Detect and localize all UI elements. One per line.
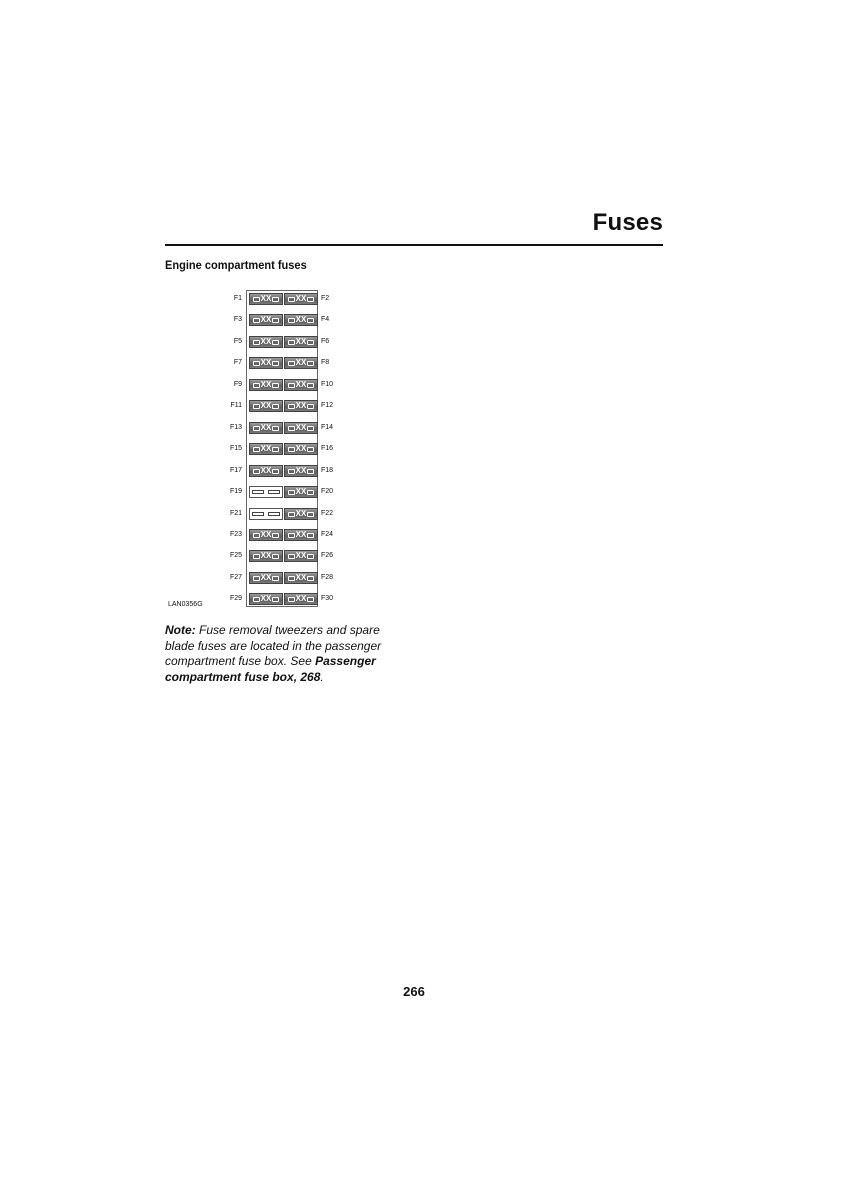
fuse-terminal-icon	[288, 318, 295, 323]
fuse-rating: XX	[260, 401, 272, 410]
slot-contact-icon	[268, 490, 280, 494]
fuse-terminal-icon	[307, 533, 314, 538]
fuse-rating: XX	[260, 466, 272, 475]
fuse	[284, 314, 318, 326]
fuse-terminal-icon	[253, 426, 260, 431]
fuse-terminal-icon	[288, 404, 295, 409]
fuse-terminal-icon	[272, 469, 279, 474]
fuse-label: F10	[321, 381, 334, 388]
fuse	[249, 357, 283, 369]
fuse-terminal-icon	[272, 297, 279, 302]
fuse-terminal-icon	[307, 490, 314, 495]
fuse-terminal-icon	[307, 447, 314, 452]
fuse-label: F8	[321, 359, 330, 366]
fuse-terminal-icon	[272, 340, 279, 345]
fuse-rating: XX	[260, 315, 272, 324]
fuse	[284, 572, 318, 584]
fuse-terminal-icon	[307, 404, 314, 409]
fuse-label: F16	[321, 445, 334, 452]
fuse-label: F13	[229, 424, 242, 431]
fuse-rating: XX	[260, 551, 272, 560]
fuse-rating: XX	[260, 294, 272, 303]
fuse-label: F6	[321, 338, 330, 345]
fuse-terminal-icon	[272, 426, 279, 431]
fuse-label: F14	[321, 424, 334, 431]
fuse-label: F17	[229, 467, 242, 474]
note-paragraph	[165, 623, 405, 685]
fuse-terminal-icon	[253, 404, 260, 409]
fuse-terminal-icon	[253, 318, 260, 323]
fuse-rating: XX	[295, 423, 307, 432]
fuse	[249, 336, 283, 348]
page-title: Fuses	[592, 209, 663, 236]
empty-fuse-slot	[249, 486, 283, 498]
fuse-label: F29	[229, 595, 242, 602]
fuse-terminal-icon	[307, 597, 314, 602]
fuse-label: F22	[321, 510, 334, 517]
fuse-terminal-icon	[288, 533, 295, 538]
fuse-rating: XX	[295, 509, 307, 518]
fuse	[284, 486, 318, 498]
fuse-terminal-icon	[272, 404, 279, 409]
fuse	[249, 293, 283, 305]
fuse-terminal-icon	[307, 318, 314, 323]
fuse-rating: XX	[260, 358, 272, 367]
fuse-terminal-icon	[272, 383, 279, 388]
fuse-terminal-icon	[307, 469, 314, 474]
fuse-label: F9	[233, 381, 242, 388]
fuse-terminal-icon	[253, 469, 260, 474]
title-rule	[165, 244, 663, 246]
fuse	[249, 550, 283, 562]
fuse-terminal-icon	[307, 426, 314, 431]
fuse-label: F19	[229, 488, 242, 495]
fuse	[284, 293, 318, 305]
fuse-rating: XX	[295, 444, 307, 453]
fuse	[284, 529, 318, 541]
fuse-label: F2	[321, 295, 330, 302]
fuse	[249, 572, 283, 584]
fuse-terminal-icon	[288, 383, 295, 388]
fuse-terminal-icon	[253, 554, 260, 559]
fuse-label: F4	[321, 316, 330, 323]
fuse	[249, 314, 283, 326]
fuse-terminal-icon	[288, 469, 295, 474]
fuse-rating: XX	[295, 466, 307, 475]
fuse	[249, 443, 283, 455]
fuse-terminal-icon	[272, 447, 279, 452]
fuse-rating: XX	[295, 551, 307, 560]
fuse-rating: XX	[295, 315, 307, 324]
fuse-label: F12	[321, 402, 334, 409]
note-reference-link[interactable]: Passenger compartment fuse box, 268	[165, 654, 376, 684]
fuse-terminal-icon	[272, 533, 279, 538]
fuse-label: F5	[233, 338, 242, 345]
fuse	[249, 529, 283, 541]
fuse-terminal-icon	[253, 576, 260, 581]
page-number: 266	[403, 984, 425, 999]
fuse	[249, 422, 283, 434]
fuse-label: F1	[233, 295, 242, 302]
fuse-terminal-icon	[288, 447, 295, 452]
fuse	[249, 400, 283, 412]
fuse-terminal-icon	[288, 361, 295, 366]
fuse-rating: XX	[295, 337, 307, 346]
fuse	[284, 379, 318, 391]
fuse-terminal-icon	[288, 426, 295, 431]
fuse-terminal-icon	[272, 597, 279, 602]
fuse-label: F23	[229, 531, 242, 538]
fuse	[249, 593, 283, 605]
fuse-terminal-icon	[288, 554, 295, 559]
fuse-rating: XX	[295, 358, 307, 367]
fuse	[284, 550, 318, 562]
fuse-rating: XX	[260, 423, 272, 432]
fuse-rating: XX	[295, 573, 307, 582]
fuse-label: F18	[321, 467, 334, 474]
fuse-terminal-icon	[307, 361, 314, 366]
slot-contact-icon	[268, 512, 280, 516]
fuse-terminal-icon	[253, 361, 260, 366]
fuse	[284, 465, 318, 477]
fuse-terminal-icon	[307, 383, 314, 388]
fuse	[284, 336, 318, 348]
fuse-rating: XX	[295, 294, 307, 303]
fuse-rating: XX	[260, 380, 272, 389]
note-label: Note:	[165, 623, 196, 637]
fuse-rating: XX	[295, 380, 307, 389]
fuse-label: F24	[321, 531, 334, 538]
fuse-rating: XX	[295, 401, 307, 410]
fuse-terminal-icon	[288, 297, 295, 302]
fuse-terminal-icon	[288, 597, 295, 602]
note-end: .	[320, 669, 324, 684]
fuse	[284, 400, 318, 412]
fuse-terminal-icon	[253, 383, 260, 388]
fuse-terminal-icon	[272, 576, 279, 581]
fuse-terminal-icon	[288, 576, 295, 581]
fuse-rating: XX	[260, 594, 272, 603]
fuse-label: F7	[233, 359, 242, 366]
fuse-terminal-icon	[253, 340, 260, 345]
fuse-rating: XX	[260, 337, 272, 346]
fuse-terminal-icon	[253, 597, 260, 602]
fuse-label: F20	[321, 488, 334, 495]
fuse-terminal-icon	[253, 447, 260, 452]
fuse	[284, 593, 318, 605]
section-heading: Engine compartment fuses	[165, 258, 307, 272]
fuse-label: F27	[229, 574, 242, 581]
fuse-terminal-icon	[253, 297, 260, 302]
fuse	[284, 357, 318, 369]
fuse-label: F26	[321, 552, 334, 559]
fuse-rating: XX	[295, 530, 307, 539]
fuse-terminal-icon	[288, 340, 295, 345]
fuse-rating: XX	[260, 530, 272, 539]
diagram-code: LAN0356G	[168, 601, 203, 608]
fuse-rating: XX	[295, 594, 307, 603]
fuse-label: F3	[233, 316, 242, 323]
fuse	[249, 465, 283, 477]
fuse-label: F11	[230, 402, 242, 409]
fuse-terminal-icon	[307, 554, 314, 559]
fuse-terminal-icon	[288, 512, 295, 517]
fuse-terminal-icon	[307, 297, 314, 302]
slot-contact-icon	[252, 512, 264, 516]
fuse-terminal-icon	[307, 576, 314, 581]
fuse-label: F30	[321, 595, 334, 602]
fuse-label: F21	[229, 510, 242, 517]
fuse	[284, 508, 318, 520]
fuse-label: F28	[321, 574, 334, 581]
empty-fuse-slot	[249, 508, 283, 520]
fuse-terminal-icon	[307, 512, 314, 517]
fuse-label: F15	[229, 445, 242, 452]
fuse-terminal-icon	[272, 318, 279, 323]
fuse-rating: XX	[260, 573, 272, 582]
fuse	[284, 443, 318, 455]
fuse-label: F25	[229, 552, 242, 559]
fuse-terminal-icon	[272, 361, 279, 366]
fuse-rating: XX	[260, 444, 272, 453]
fuse	[284, 422, 318, 434]
note-text: Fuse removal tweezers and spare blade fuses are located in the passenger compartment fuse box. See	[165, 623, 382, 668]
fuse-terminal-icon	[288, 490, 295, 495]
fuse-terminal-icon	[307, 340, 314, 345]
fuse	[249, 379, 283, 391]
slot-contact-icon	[252, 490, 264, 494]
fuse-terminal-icon	[272, 554, 279, 559]
fuse-rating: XX	[295, 487, 307, 496]
fuse-terminal-icon	[253, 533, 260, 538]
